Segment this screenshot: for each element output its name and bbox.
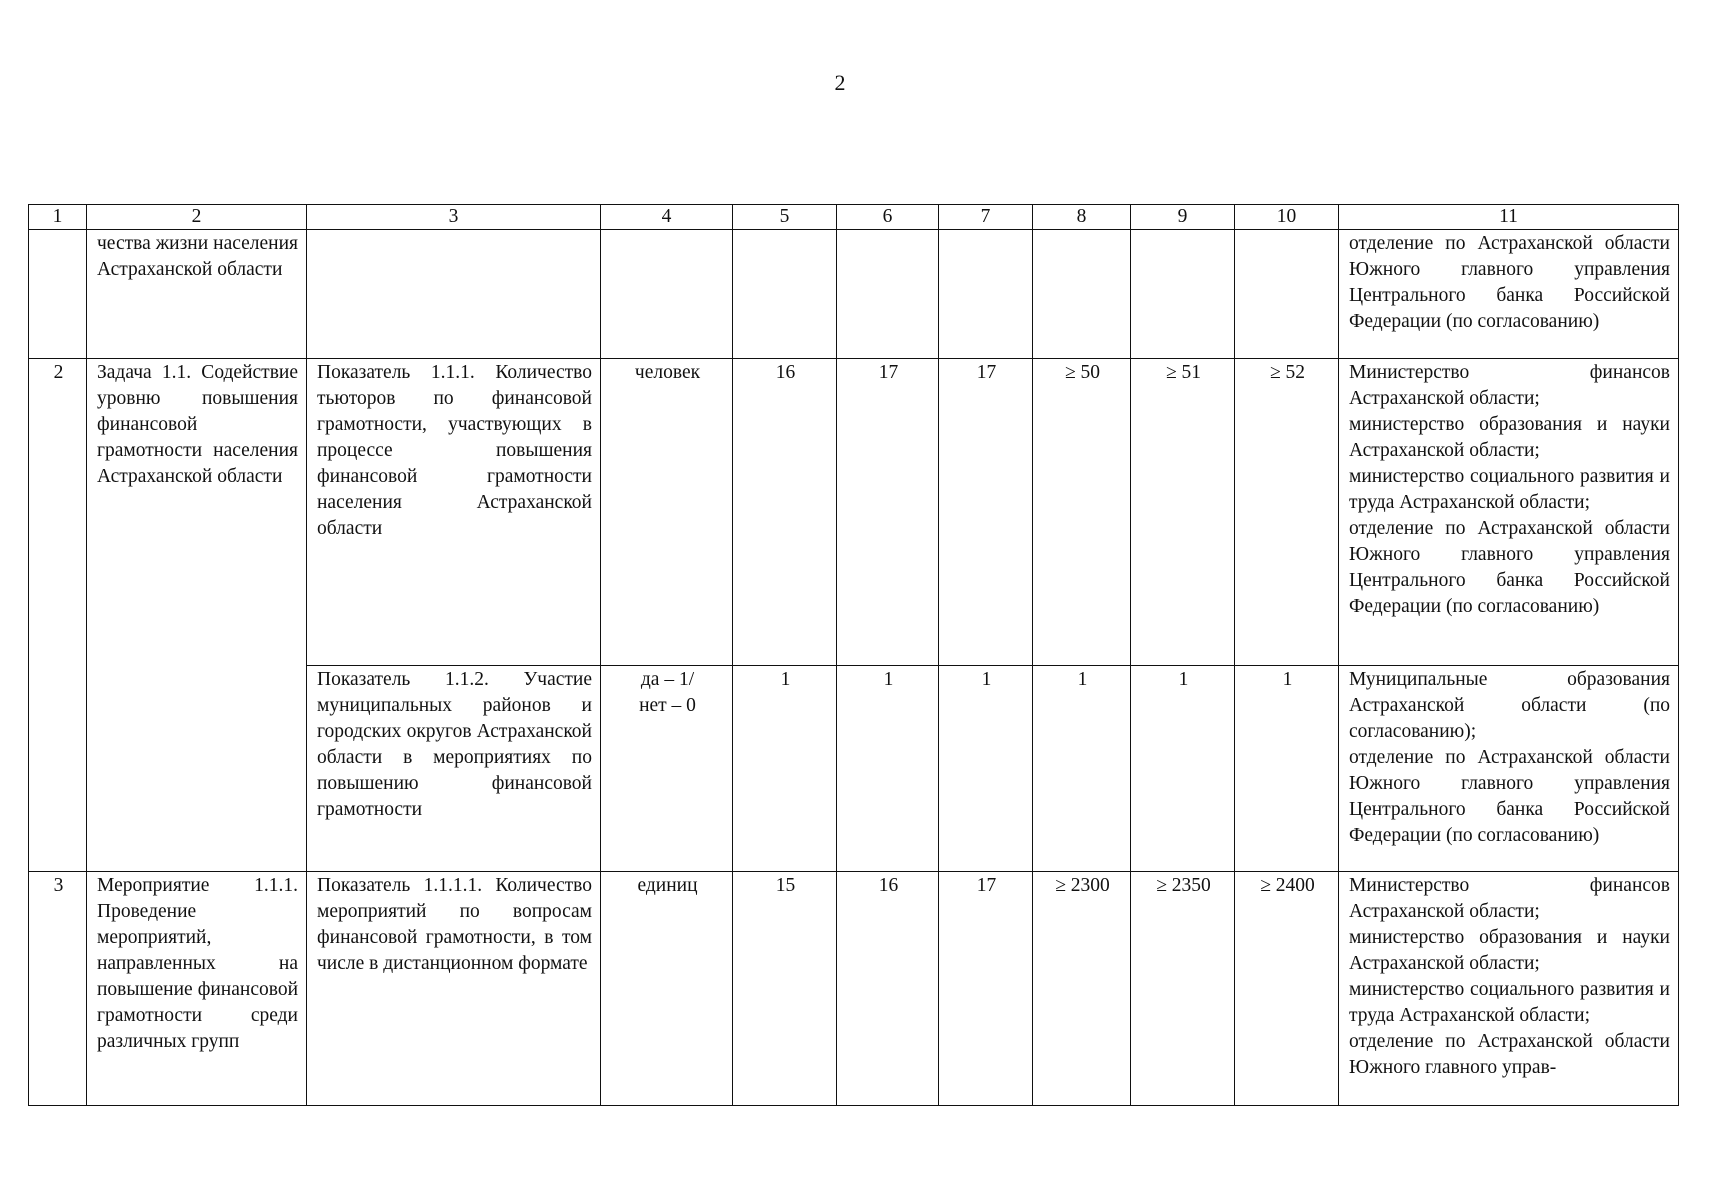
header-col-3: 3 [307, 205, 601, 230]
row-number: 3 [29, 872, 87, 1106]
responsible-line: министерство образования и науки Астраханской области; [1349, 414, 1670, 461]
value-cell [837, 230, 939, 359]
value-cell: 1 [733, 666, 837, 872]
value-cell: 1 [1131, 666, 1235, 872]
value-cell: ≥ 2400 [1235, 872, 1339, 1106]
table-header-row [29, 205, 1679, 230]
responsible-line: Министерство финансов Астраханской области; [1349, 362, 1670, 409]
responsible-cell: отделение по Астраханской области Южного главного управления Центрального банка Российской Федерации (по согласованию) [1339, 230, 1679, 359]
value-cell: ≥ 52 [1235, 359, 1339, 666]
header-col-10: 10 [1235, 205, 1339, 230]
unit-cell [601, 666, 733, 872]
value-cell: 16 [837, 872, 939, 1106]
value-cell [1033, 230, 1131, 359]
value-cell: 17 [939, 872, 1033, 1106]
value-cell: 16 [733, 359, 837, 666]
responsible-line: Муниципальные образования Астраханской области (по согласованию); [1349, 669, 1670, 742]
value-cell: 1 [939, 666, 1033, 872]
unit-line: нет – 0 [639, 695, 696, 716]
value-cell: 1 [1235, 666, 1339, 872]
responsible-line: отделение по Астраханской области Южного главного управления Центрального банка Российской Федерации (по согласованию) [1349, 747, 1670, 846]
header-col-7: 7 [939, 205, 1033, 230]
table-row [29, 359, 1679, 666]
header-col-1: 1 [29, 205, 87, 230]
value-cell [939, 230, 1033, 359]
header-col-5: 5 [733, 205, 837, 230]
task-cell: Задача 1.1. Содействие уровню повышения финансовой грамотности населения Астраханской области [87, 359, 307, 872]
value-cell: 17 [837, 359, 939, 666]
goal-cell: чества жизни населения Астраханской области [87, 230, 307, 359]
value-cell: ≥ 2300 [1033, 872, 1131, 1106]
value-cell: ≥ 51 [1131, 359, 1235, 666]
responsible-line: отделение по Астраханской области Южного главного управления Центрального банка Российской Федерации (по согласованию) [1349, 518, 1670, 617]
header-col-4: 4 [601, 205, 733, 230]
value-cell [1235, 230, 1339, 359]
responsible-line: министерство социального развития и труда Астраханской области; [1349, 466, 1670, 513]
indicator-cell: Показатель 1.1.1. Количество тьюторов по финансовой грамотности, участвующих в процессе повышения финансовой грамотности населения Астраханской области [307, 359, 601, 666]
responsible-cell [1339, 666, 1679, 872]
value-cell: 1 [837, 666, 939, 872]
header-col-8: 8 [1033, 205, 1131, 230]
responsible-cell [1339, 872, 1679, 1106]
indicators-table [28, 204, 1679, 1106]
unit-cell: единиц [601, 872, 733, 1106]
indicator-cell [307, 230, 601, 359]
responsible-line: Министерство финансов Астраханской области; [1349, 875, 1670, 922]
activity-cell: Мероприятие 1.1.1. Проведение мероприятий, направленных на повышение финансовой грамотности среди различных групп [87, 872, 307, 1106]
value-cell: 1 [1033, 666, 1131, 872]
indicator-cell: Показатель 1.1.1.1. Количество мероприятий по вопросам финансовой грамотности, в том числе в дистанционном формате [307, 872, 601, 1106]
unit-cell [601, 230, 733, 359]
header-col-11: 11 [1339, 205, 1679, 230]
value-cell: 15 [733, 872, 837, 1106]
responsible-cell [1339, 359, 1679, 666]
unit-line: да – 1/ [640, 669, 695, 690]
header-col-2: 2 [87, 205, 307, 230]
responsible-line: министерство социального развития и труда Астраханской области; [1349, 979, 1670, 1026]
header-col-6: 6 [837, 205, 939, 230]
unit-cell: человек [601, 359, 733, 666]
value-cell: 17 [939, 359, 1033, 666]
table-row [29, 872, 1679, 1106]
value-cell [733, 230, 837, 359]
row-number: 2 [29, 359, 87, 872]
value-cell [1131, 230, 1235, 359]
header-col-9: 9 [1131, 205, 1235, 230]
page-number: 2 [834, 70, 846, 95]
responsible-line: министерство образования и науки Астраханской области; [1349, 927, 1670, 974]
indicator-cell: Показатель 1.1.2. Участие муниципальных районов и городских округов Астраханской области в мероприятиях по повышению финансовой грамотности [307, 666, 601, 872]
value-cell: ≥ 2350 [1131, 872, 1235, 1106]
value-cell: ≥ 50 [1033, 359, 1131, 666]
row-number [29, 230, 87, 359]
table-row [29, 230, 1679, 359]
responsible-line: отделение по Астраханской области Южного главного управ- [1349, 1031, 1670, 1078]
